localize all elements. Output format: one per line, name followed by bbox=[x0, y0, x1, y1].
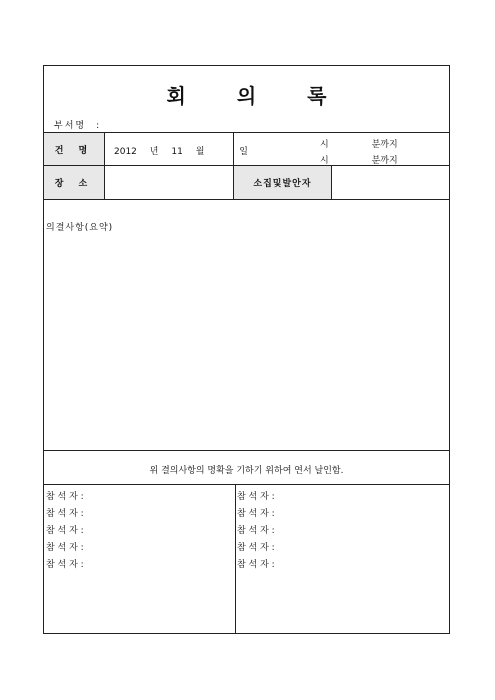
divider bbox=[44, 199, 449, 200]
title-area bbox=[44, 66, 449, 132]
convener-label-cell bbox=[234, 166, 331, 199]
attendee-right-5[interactable]: 참 석 자 : bbox=[237, 560, 275, 570]
convener-label: 소집및발안자 bbox=[253, 179, 312, 189]
meeting-minutes-form bbox=[43, 65, 450, 634]
time-minute-unit: 분까지 bbox=[371, 140, 398, 150]
date-month-unit: 월 bbox=[195, 147, 205, 157]
date-year: 2012 bbox=[114, 147, 137, 157]
time-hour-unit: 시 bbox=[320, 140, 329, 150]
divider bbox=[44, 450, 449, 451]
document-title: 회 의 록 bbox=[166, 84, 349, 108]
department-colon: : bbox=[96, 121, 102, 131]
column-divider bbox=[104, 165, 105, 199]
time-minute-unit: 분까지 bbox=[371, 156, 398, 166]
attendee-left-4[interactable]: 참 석 자 : bbox=[46, 543, 84, 553]
date-year-unit: 년 bbox=[149, 147, 159, 157]
decision-content-area[interactable] bbox=[46, 236, 446, 446]
attendee-column-divider bbox=[235, 484, 236, 634]
date-month: 11 bbox=[171, 147, 183, 157]
subject-label: 건 명 bbox=[54, 145, 94, 156]
column-divider bbox=[331, 165, 332, 199]
date-day-unit: 일 bbox=[239, 147, 248, 157]
place-label: 장 소 bbox=[54, 179, 94, 189]
convener-value-field[interactable] bbox=[333, 167, 448, 197]
attendee-right-1[interactable]: 참 석 자 : bbox=[237, 492, 275, 502]
attendee-left-5[interactable]: 참 석 자 : bbox=[46, 560, 84, 570]
meeting-date[interactable] bbox=[114, 144, 248, 157]
time-hour-unit: 시 bbox=[320, 156, 329, 166]
place-label-cell bbox=[44, 166, 104, 199]
department-field bbox=[54, 118, 101, 131]
attendee-left-3[interactable]: 참 석 자 : bbox=[46, 526, 84, 536]
attendee-right-4[interactable]: 참 석 자 : bbox=[237, 543, 275, 553]
decision-label: 의결사항(요약) bbox=[46, 223, 114, 233]
attendee-left-2[interactable]: 참 석 자 : bbox=[46, 509, 84, 519]
department-label: 부서명 bbox=[54, 121, 87, 131]
attendee-right-2[interactable]: 참 석 자 : bbox=[237, 509, 275, 519]
divider bbox=[44, 484, 449, 485]
attendee-right-3[interactable]: 참 석 자 : bbox=[237, 526, 275, 536]
subject-label-cell bbox=[44, 133, 104, 165]
time-line-1[interactable] bbox=[320, 137, 398, 150]
place-value-field[interactable] bbox=[106, 167, 233, 197]
attendee-left-1[interactable]: 참 석 자 : bbox=[46, 492, 84, 502]
confirmation-statement: 위 결의사항의 명확을 기하기 위하여 연서 날인함. bbox=[149, 466, 344, 476]
